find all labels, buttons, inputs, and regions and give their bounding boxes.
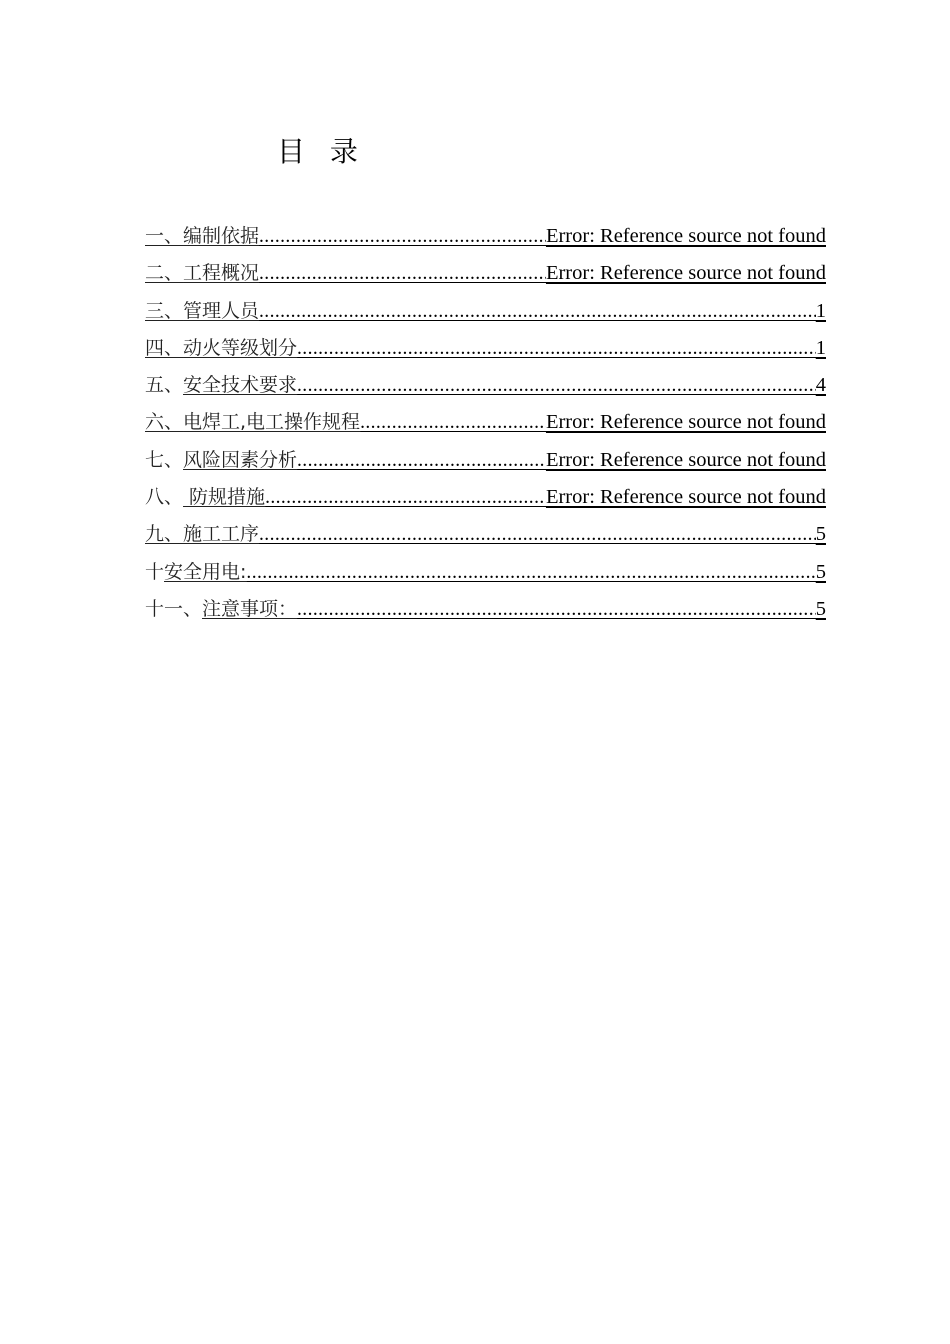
toc-entry-number: 十 (145, 560, 165, 583)
toc-entry-label: 风险因素分析 (183, 448, 298, 471)
toc-entry-page: Error: Reference source not found (545, 448, 826, 471)
toc-entry-8[interactable] (145, 482, 826, 519)
toc-entry-page: 1 (815, 299, 826, 322)
toc-dot-leader (259, 297, 816, 327)
toc-entry-label: 工程概况 (183, 262, 260, 285)
toc-entry-number: 六、 (145, 411, 184, 434)
toc-entry-1[interactable] (145, 221, 826, 258)
toc-entry-label: 动火等级划分 (183, 336, 298, 359)
toc-entry-number: 二、 (145, 262, 184, 285)
toc-entry-9[interactable] (145, 519, 826, 556)
toc-entry-number: 一、 (145, 225, 184, 247)
toc-entry-page: Error: Reference source not found (545, 225, 826, 247)
toc-entry-4[interactable] (145, 333, 826, 370)
toc-entry-11[interactable] (145, 594, 826, 631)
toc-entry-label: 施工工序 (183, 523, 260, 546)
toc-dot-leader (297, 334, 816, 364)
toc-title: 目 录 (277, 135, 366, 168)
toc-dot-leader (265, 483, 546, 513)
toc-entry-page: 5 (815, 597, 826, 620)
toc-entry-number: 三、 (145, 299, 184, 322)
toc-entry-page: Error: Reference source not found (545, 262, 826, 285)
toc-entry-page: 1 (815, 336, 826, 359)
toc-entry-page: 5 (815, 523, 826, 546)
toc-dot-leader (259, 222, 546, 252)
toc-dot-leader (246, 558, 815, 588)
toc-entry-number: 七、 (145, 448, 184, 471)
toc-entry-number: 十一、 (145, 597, 203, 620)
toc-entry-label: 防规措施 (183, 486, 266, 509)
toc-entry-2[interactable] (145, 258, 826, 295)
toc-dot-leader (297, 595, 816, 625)
toc-entry-label: 安全技术要求 (183, 374, 298, 397)
toc-entry-7[interactable] (145, 445, 826, 482)
toc-dot-leader (360, 408, 546, 438)
toc-entry-label: 管理人员 (183, 299, 260, 322)
toc-entry-page: 5 (815, 560, 826, 583)
toc-entry-number: 五、 (145, 374, 184, 397)
toc-entry-label: 编制依据 (183, 225, 260, 247)
toc-entry-label: 电焊工,电工操作规程 (183, 411, 361, 434)
toc-dot-leader (259, 520, 816, 550)
toc-entry-label: 注意事项： (202, 597, 298, 620)
toc-entry-page: Error: Reference source not found (545, 411, 826, 434)
table-of-contents (145, 221, 826, 631)
toc-entry-number: 四、 (145, 336, 184, 359)
toc-entry-number: 九、 (145, 523, 184, 546)
toc-dot-leader (297, 446, 546, 476)
toc-dot-leader (259, 259, 546, 289)
toc-entry-page: Error: Reference source not found (545, 486, 826, 509)
toc-entry-10[interactable] (145, 557, 826, 594)
toc-entry-number: 八、 (145, 486, 184, 509)
toc-entry-5[interactable] (145, 370, 826, 407)
toc-entry-3[interactable] (145, 296, 826, 333)
toc-entry-6[interactable] (145, 407, 826, 444)
toc-dot-leader (297, 371, 816, 401)
toc-entry-label: 安全用电: (164, 560, 247, 583)
toc-entry-page: 4 (815, 374, 826, 397)
